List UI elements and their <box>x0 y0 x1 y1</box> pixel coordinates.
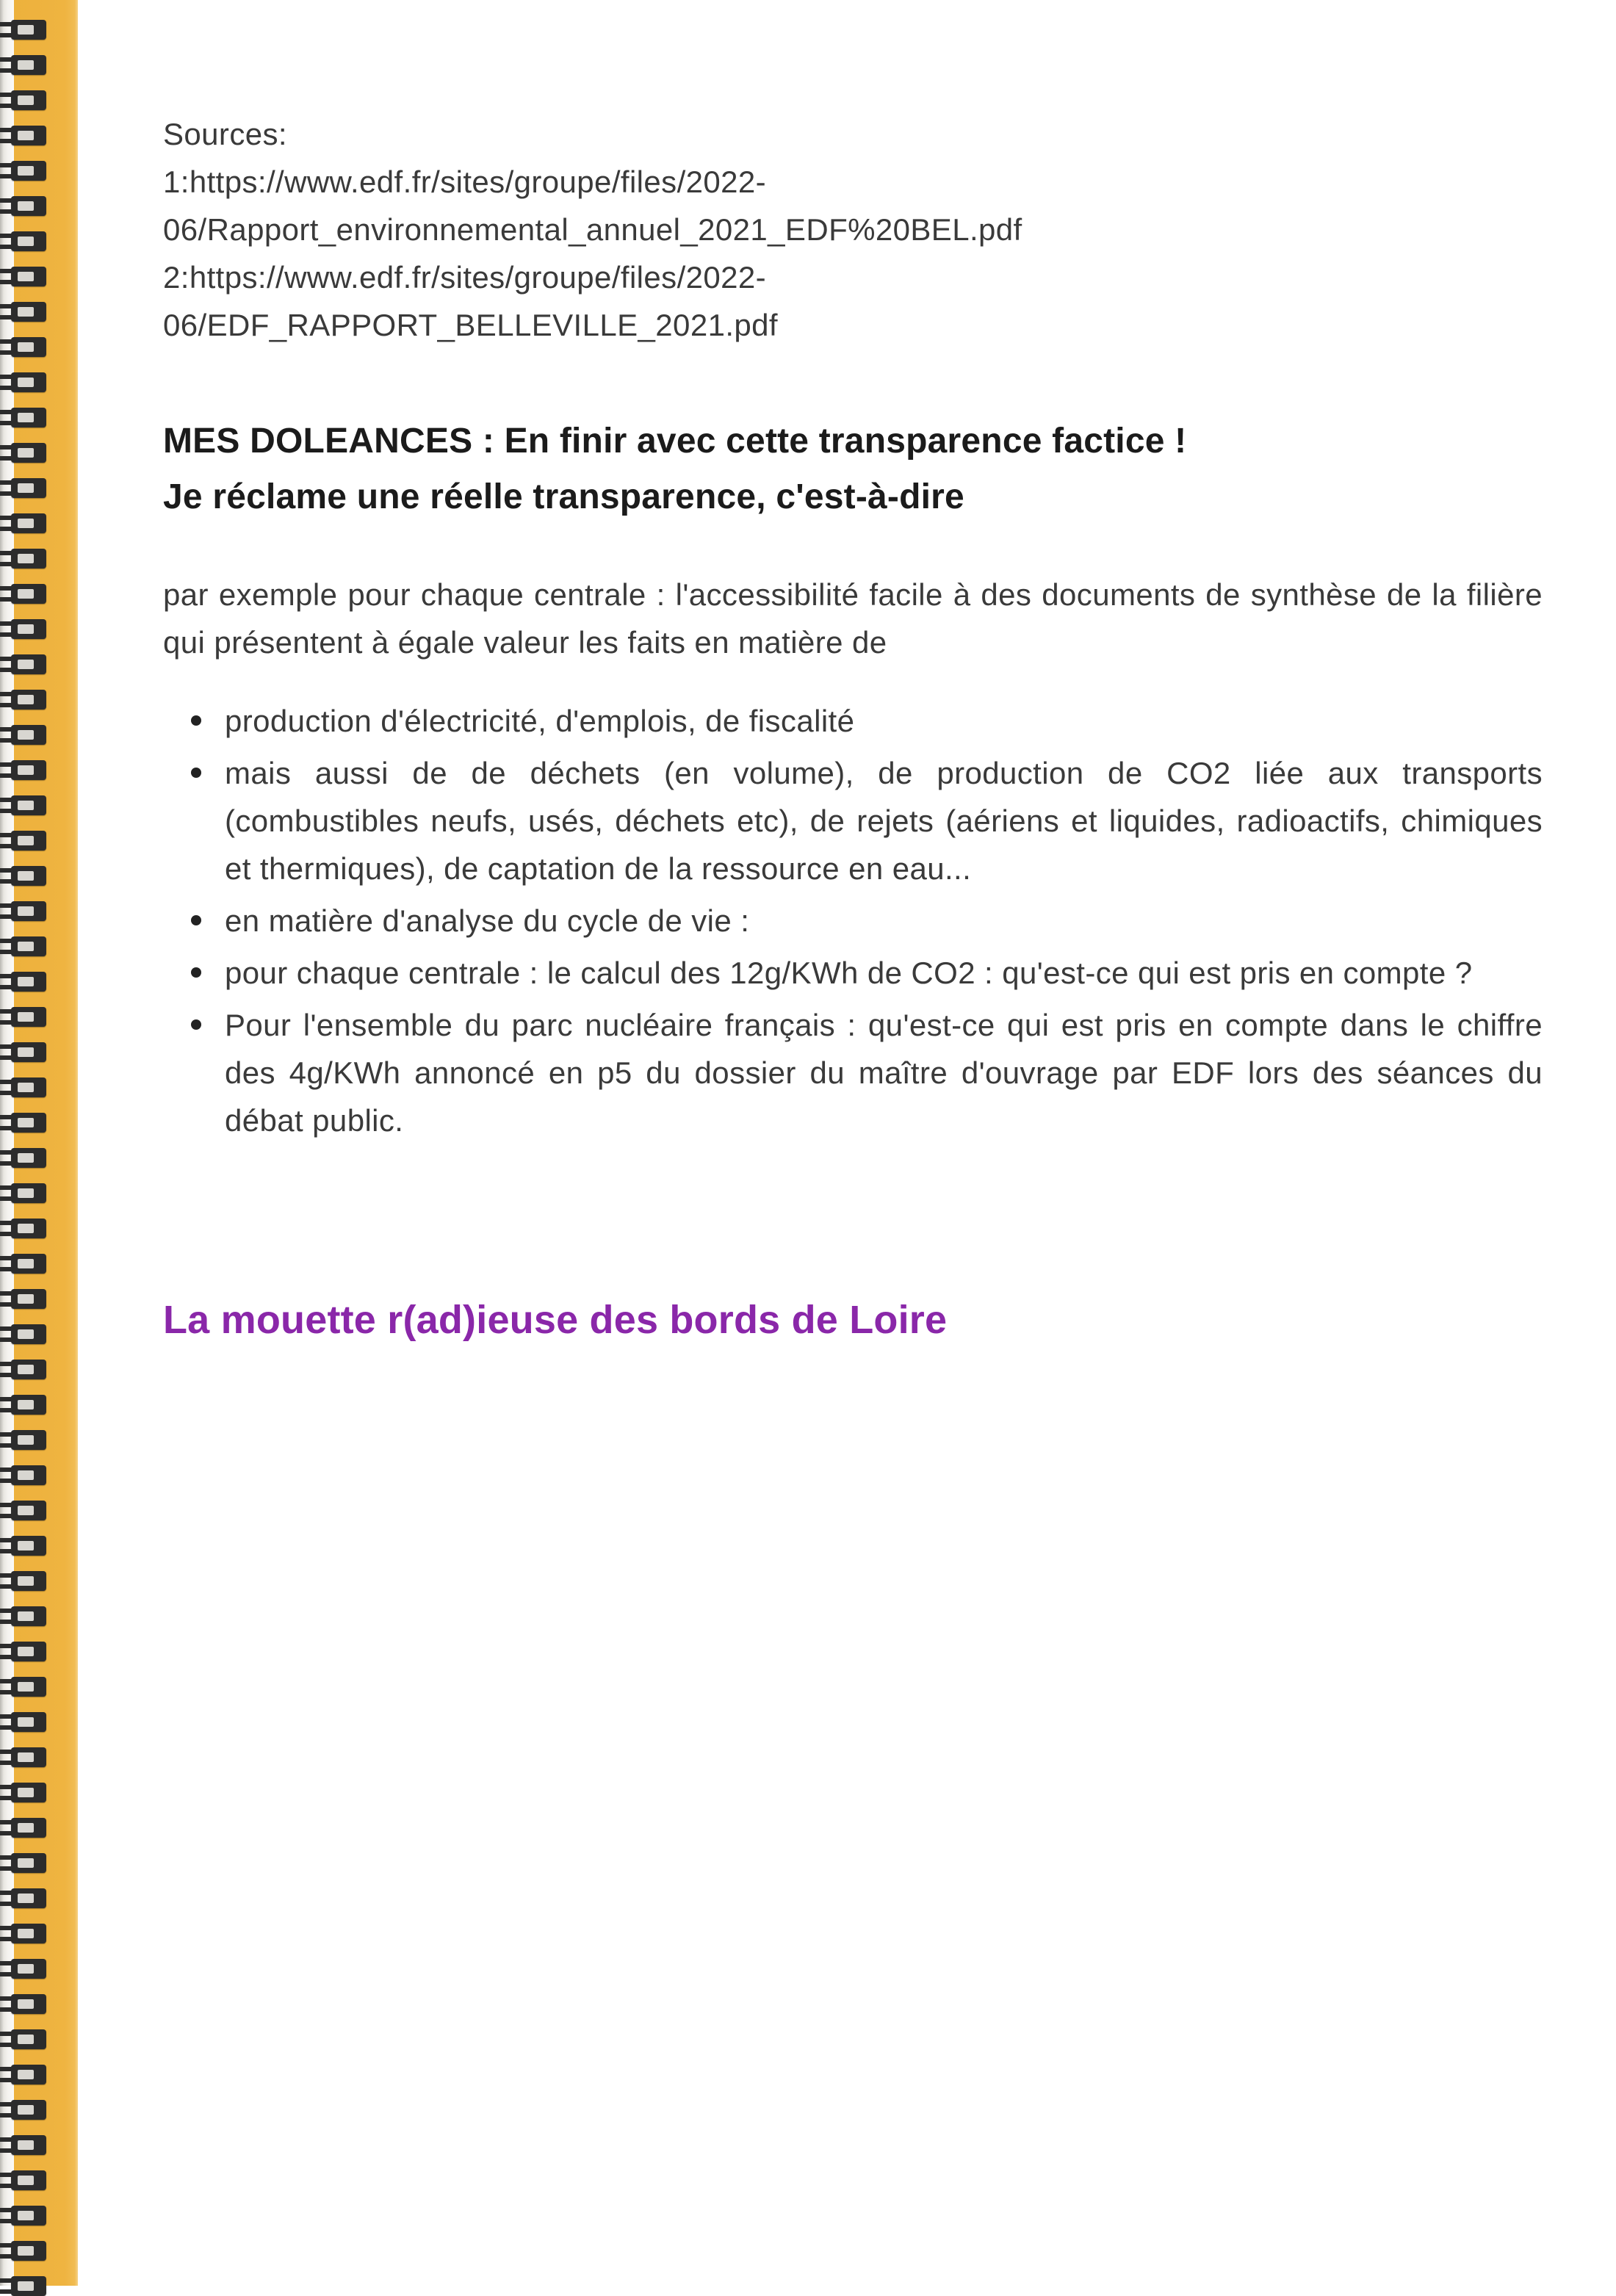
coil-hole <box>18 1047 34 1057</box>
doleances-intro: par exemple pour chaque centrale : l'accessibilité facile à des documents de synthèse de la filière qui présentent à égale valeur les faits en matière de <box>163 577 1543 660</box>
spiral-coil-icon <box>0 1360 46 1379</box>
spiral-coil-icon <box>0 549 46 568</box>
bullet-item: pour chaque centrale : le calcul des 12g/KWh de CO2 : qu'est-ce qui est pris en compte ? <box>163 949 1543 997</box>
coil-loop <box>11 1395 46 1415</box>
coil-loop <box>11 478 46 498</box>
spiral-coil-icon <box>0 1536 46 1556</box>
coil-hole <box>18 765 34 775</box>
coil-loop <box>11 1747 46 1767</box>
coil-loop <box>11 2065 46 2084</box>
coil-hole <box>18 1153 34 1163</box>
coil-loop <box>11 443 46 463</box>
coil-loop <box>11 549 46 568</box>
coil-hole <box>18 1365 34 1374</box>
coil-hole <box>18 2281 34 2291</box>
coil-hole <box>18 1188 34 1198</box>
coil-loop <box>11 2100 46 2120</box>
coil-loop <box>11 55 46 75</box>
notebook-spine <box>0 0 78 2286</box>
spiral-coil-icon <box>0 2029 46 2049</box>
coil-hole <box>18 1576 34 1586</box>
coil-loop <box>11 2135 46 2155</box>
spiral-coil-icon <box>0 1783 46 1802</box>
spiral-coil-icon <box>0 1183 46 1203</box>
spiral-coil-icon <box>0 2206 46 2225</box>
spiral-coil-icon <box>0 1818 46 1838</box>
spiral-coil-icon <box>0 690 46 710</box>
spiral-coil-icon <box>0 972 46 992</box>
coil-hole <box>18 695 34 704</box>
coil-loop <box>11 1360 46 1379</box>
spiral-coil-icon <box>0 1430 46 1450</box>
spiral-coil-icon <box>0 1042 46 1062</box>
coil-loop <box>11 725 46 745</box>
coil-loop <box>11 1853 46 1873</box>
coil-hole <box>18 1929 34 1938</box>
bullet-item: mais aussi de de déchets (en volume), de production de CO2 liée aux transports (combustibles neufs, usés, déchets etc), de rejets (aériens et liquides, radioactifs, chimiques et thermiques), de captation de la ressource en eau... <box>163 749 1543 892</box>
spiral-coil-icon <box>0 654 46 674</box>
coil-loop <box>11 1183 46 1203</box>
spiral-coil-icon <box>0 1677 46 1697</box>
coil-hole <box>18 1788 34 1797</box>
coil-loop <box>11 1642 46 1661</box>
bullet-item: en matière d'analyse du cycle de vie : <box>163 897 1543 945</box>
coil-loop <box>11 2241 46 2261</box>
sources-block <box>163 110 1543 349</box>
spiral-coil-icon <box>0 1994 46 2014</box>
coil-hole <box>18 307 34 317</box>
coil-loop <box>11 1007 46 1027</box>
coil-hole <box>18 1118 34 1127</box>
coil-loop <box>11 1783 46 1802</box>
spiral-coil-icon <box>0 231 46 251</box>
spiral-coil-icon <box>0 1924 46 1943</box>
coil-hole <box>18 589 34 599</box>
spiral-coil-icon <box>0 1888 46 1908</box>
coil-loop <box>11 90 46 110</box>
coil-loop <box>11 231 46 251</box>
spiral-coil-icon <box>0 1853 46 1873</box>
spiral-coil-icon <box>0 372 46 392</box>
coil-loop <box>11 2029 46 2049</box>
coil-hole <box>18 2035 34 2044</box>
coil-hole <box>18 554 34 563</box>
coil-hole <box>18 1506 34 1515</box>
coil-hole <box>18 801 34 810</box>
coil-hole <box>18 871 34 881</box>
spiral-coil-icon <box>0 1007 46 1027</box>
coil-loop <box>11 161 46 181</box>
spiral-coil-icon <box>0 2065 46 2084</box>
spiral-coil-icon <box>0 1501 46 1520</box>
doleances-heading-line-1: MES DOLEANCES : En finir avec cette transparence factice ! <box>163 422 1187 461</box>
bullet-item: production d'électricité, d'emplois, de fiscalité <box>163 697 1543 745</box>
spiral-coil-icon <box>0 1395 46 1415</box>
spiral-coil-icon <box>0 584 46 604</box>
coil-hole <box>18 2176 34 2185</box>
coil-hole <box>18 1858 34 1868</box>
coil-hole <box>18 60 34 70</box>
coil-loop <box>11 831 46 851</box>
spiral-coil-icon <box>0 1747 46 1767</box>
coil-hole <box>18 1224 34 1233</box>
coil-hole <box>18 95 34 105</box>
coil-loop <box>11 196 46 216</box>
coil-loop <box>11 584 46 604</box>
coil-hole <box>18 1682 34 1692</box>
bullet-item: Pour l'ensemble du parc nucléaire français : qu'est-ce qui est pris en compte dans le chiffre des 4g/KWh annoncé en p5 du dossier du maître d'ouvrage par EDF lors des séances du débat public. <box>163 1001 1543 1144</box>
spiral-coil-icon <box>0 1712 46 1732</box>
coil-hole <box>18 1964 34 1974</box>
doleances-heading <box>163 414 1543 525</box>
coil-hole <box>18 2246 34 2256</box>
coil-loop <box>11 1219 46 1238</box>
coil-loop <box>11 2170 46 2190</box>
coil-loop <box>11 795 46 815</box>
coil-loop <box>11 1077 46 1097</box>
coil-loop <box>11 1254 46 1274</box>
spiral-coil-icon <box>0 2135 46 2155</box>
spiral-coil-icon <box>0 443 46 463</box>
coil-loop <box>11 126 46 145</box>
coil-loop <box>11 1606 46 1626</box>
coil-hole <box>18 1400 34 1409</box>
coil-loop <box>11 20 46 40</box>
coil-loop <box>11 972 46 992</box>
coil-hole <box>18 1647 34 1656</box>
spiral-coil-icon <box>0 1289 46 1309</box>
coil-loop <box>11 267 46 286</box>
coil-hole <box>18 1435 34 1445</box>
coil-hole <box>18 2070 34 2079</box>
spiral-coil-icon <box>0 2276 46 2296</box>
coil-loop <box>11 337 46 357</box>
doleances-bullet-list <box>163 697 1543 1144</box>
spiral-coil-icon <box>0 161 46 181</box>
spiral-coil-icon <box>0 1465 46 1485</box>
spiral-coil-icon <box>0 302 46 322</box>
coil-hole <box>18 1541 34 1550</box>
spiral-coils <box>0 0 51 2286</box>
coil-loop <box>11 1113 46 1133</box>
coil-loop <box>11 866 46 886</box>
spiral-coil-icon <box>0 513 46 533</box>
coil-hole <box>18 660 34 669</box>
spiral-coil-icon <box>0 866 46 886</box>
coil-loop <box>11 1501 46 1520</box>
coil-loop <box>11 1888 46 1908</box>
coil-loop <box>11 302 46 322</box>
coil-hole <box>18 413 34 422</box>
sources-label: Sources: <box>163 117 287 151</box>
coil-hole <box>18 166 34 176</box>
coil-hole <box>18 25 34 35</box>
spiral-coil-icon <box>0 795 46 815</box>
coil-loop <box>11 936 46 956</box>
coil-loop <box>11 760 46 780</box>
coil-loop <box>11 2276 46 2296</box>
coil-hole <box>18 1083 34 1092</box>
coil-loop <box>11 901 46 921</box>
spiral-coil-icon <box>0 1113 46 1133</box>
coil-hole <box>18 942 34 951</box>
spiral-coil-icon <box>0 478 46 498</box>
spiral-coil-icon <box>0 1606 46 1626</box>
coil-loop <box>11 408 46 427</box>
coil-hole <box>18 730 34 740</box>
coil-hole <box>18 201 34 211</box>
coil-hole <box>18 2211 34 2220</box>
coil-loop <box>11 619 46 639</box>
spiral-coil-icon <box>0 831 46 851</box>
coil-loop <box>11 372 46 392</box>
spiral-coil-icon <box>0 1959 46 1979</box>
source-url-1-line-1: 1:https://www.edf.fr/sites/groupe/files/2022- <box>163 165 767 199</box>
spiral-coil-icon <box>0 20 46 40</box>
spiral-coil-icon <box>0 2241 46 2261</box>
spiral-coil-icon <box>0 90 46 110</box>
coil-hole <box>18 1717 34 1727</box>
coil-hole <box>18 1294 34 1304</box>
coil-hole <box>18 624 34 634</box>
coil-loop <box>11 2206 46 2225</box>
coil-hole <box>18 342 34 352</box>
coil-hole <box>18 483 34 493</box>
spiral-coil-icon <box>0 1219 46 1238</box>
spiral-coil-icon <box>0 1324 46 1344</box>
coil-hole <box>18 378 34 387</box>
coil-loop <box>11 1289 46 1309</box>
coil-hole <box>18 1752 34 1762</box>
coil-loop <box>11 1430 46 1450</box>
coil-hole <box>18 1999 34 2009</box>
spiral-coil-icon <box>0 1148 46 1168</box>
spiral-coil-icon <box>0 936 46 956</box>
spiral-coil-icon <box>0 725 46 745</box>
coil-loop <box>11 1959 46 1979</box>
coil-hole <box>18 1823 34 1833</box>
coil-loop <box>11 1994 46 2014</box>
coil-hole <box>18 977 34 986</box>
spiral-coil-icon <box>0 2100 46 2120</box>
coil-hole <box>18 2105 34 2115</box>
coil-hole <box>18 448 34 458</box>
spiral-coil-icon <box>0 2170 46 2190</box>
coil-hole <box>18 1329 34 1339</box>
coil-loop <box>11 1677 46 1697</box>
coil-loop <box>11 513 46 533</box>
coil-loop <box>11 1818 46 1838</box>
coil-hole <box>18 1470 34 1480</box>
spiral-coil-icon <box>0 619 46 639</box>
source-url-2-line-2: 06/EDF_RAPPORT_BELLEVILLE_2021.pdf <box>163 308 778 342</box>
coil-hole <box>18 237 34 246</box>
coil-hole <box>18 1611 34 1621</box>
coil-loop <box>11 1042 46 1062</box>
spiral-coil-icon <box>0 1254 46 1274</box>
spiral-coil-icon <box>0 1077 46 1097</box>
spiral-coil-icon <box>0 196 46 216</box>
spiral-coil-icon <box>0 337 46 357</box>
spiral-coil-icon <box>0 901 46 921</box>
spiral-coil-icon <box>0 55 46 75</box>
coil-loop <box>11 654 46 674</box>
coil-hole <box>18 2140 34 2150</box>
spiral-coil-icon <box>0 760 46 780</box>
coil-loop <box>11 1571 46 1591</box>
coil-hole <box>18 272 34 281</box>
spiral-coil-icon <box>0 267 46 286</box>
coil-loop <box>11 1536 46 1556</box>
source-url-1-line-2: 06/Rapport_environnemental_annuel_2021_EDF%20BEL.pdf <box>163 212 1022 247</box>
coil-hole <box>18 1894 34 1903</box>
coil-hole <box>18 519 34 528</box>
coil-loop <box>11 1465 46 1485</box>
coil-loop <box>11 1148 46 1168</box>
coil-loop <box>11 1324 46 1344</box>
coil-loop <box>11 690 46 710</box>
mouette-section-heading: La mouette r(ad)ieuse des bords de Loire <box>163 1298 948 1342</box>
doleances-heading-line-2: Je réclame une réelle transparence, c'est-à-dire <box>163 477 964 516</box>
coil-hole <box>18 1259 34 1268</box>
coil-hole <box>18 131 34 140</box>
coil-hole <box>18 1012 34 1022</box>
spiral-coil-icon <box>0 1642 46 1661</box>
coil-loop <box>11 1924 46 1943</box>
coil-hole <box>18 906 34 916</box>
spiral-coil-icon <box>0 1571 46 1591</box>
spiral-coil-icon <box>0 408 46 427</box>
spiral-coil-icon <box>0 126 46 145</box>
source-url-2-line-1: 2:https://www.edf.fr/sites/groupe/files/2022- <box>163 260 767 295</box>
page-content <box>163 0 1543 1344</box>
coil-hole <box>18 836 34 845</box>
coil-loop <box>11 1712 46 1732</box>
